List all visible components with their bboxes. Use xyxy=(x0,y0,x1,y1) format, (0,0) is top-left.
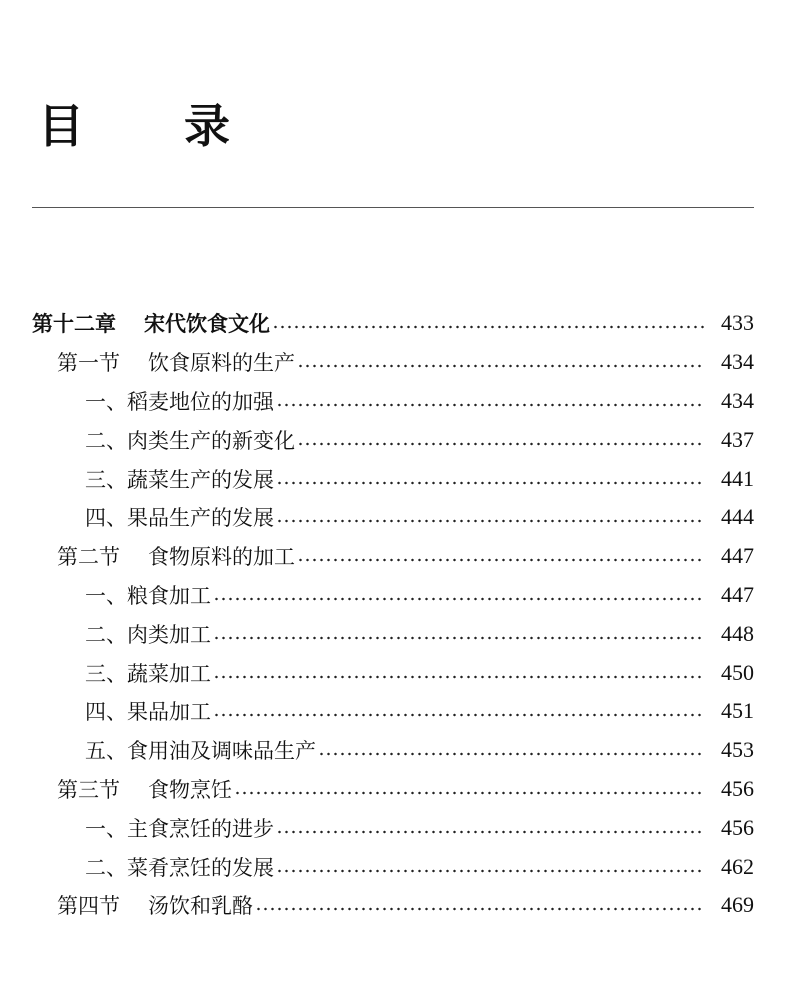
toc-entry-page: 469 xyxy=(721,892,754,918)
toc-entry-title: 宋代饮食文化 xyxy=(144,312,270,337)
dot-leader xyxy=(213,597,704,601)
dot-leader xyxy=(318,752,704,756)
toc-subsection[interactable] xyxy=(0,420,754,459)
dot-leader xyxy=(276,519,704,523)
toc-section-1[interactable] xyxy=(0,343,754,382)
toc-entry-label: 三、蔬菜加工 xyxy=(85,661,211,686)
toc-entry-page: 434 xyxy=(721,387,754,413)
toc-entry-page: 456 xyxy=(721,775,754,801)
toc-entry-label xyxy=(57,347,295,377)
toc-entry-page: 448 xyxy=(721,620,754,646)
toc-entry-page: 462 xyxy=(721,853,754,879)
toc-subsection[interactable] xyxy=(0,653,754,692)
toc-subsection[interactable] xyxy=(0,731,754,770)
toc-entry-label: 一、粮食加工 xyxy=(85,583,211,608)
toc-entry-label xyxy=(32,308,270,338)
page-title-char-1: 目 xyxy=(38,99,84,153)
toc-section-4[interactable] xyxy=(0,886,754,925)
dot-leader xyxy=(213,675,704,679)
toc-entry-number: 第一节 xyxy=(57,351,120,376)
toc-entry-page: 450 xyxy=(721,659,754,685)
dot-leader xyxy=(276,403,704,407)
toc-entry-label: 二、肉类生产的新变化 xyxy=(85,428,295,453)
toc-entry-number: 第三节 xyxy=(57,777,120,802)
toc-entry-page: 434 xyxy=(721,349,754,375)
toc-section-2[interactable] xyxy=(0,537,754,576)
toc-entry-title: 汤饮和乳酪 xyxy=(148,894,253,919)
toc-chapter-12[interactable] xyxy=(0,304,754,343)
toc-section-3[interactable] xyxy=(0,770,754,809)
toc-entry-number: 第二节 xyxy=(57,545,120,570)
dot-leader xyxy=(276,869,704,873)
toc-subsection[interactable] xyxy=(0,614,754,653)
dot-leader xyxy=(213,636,704,640)
toc-entry-label: 二、肉类加工 xyxy=(85,622,211,647)
dot-leader xyxy=(272,325,704,329)
toc-entry-page: 456 xyxy=(721,814,754,840)
toc-entry-page: 447 xyxy=(721,543,754,569)
toc-entry-label xyxy=(57,541,295,571)
dot-leader xyxy=(297,442,704,446)
toc-entry-label: 一、稻麦地位的加强 xyxy=(85,389,274,414)
page-title-char-2: 录 xyxy=(184,99,230,153)
dot-leader xyxy=(297,558,704,562)
toc-subsection[interactable] xyxy=(0,847,754,886)
toc-subsection[interactable] xyxy=(0,692,754,731)
toc-entry-label: 一、主食烹饪的进步 xyxy=(85,816,274,841)
toc-entry-title: 食物原料的加工 xyxy=(148,545,295,570)
toc-entry-page: 447 xyxy=(721,581,754,607)
toc-subsection[interactable] xyxy=(0,459,754,498)
dot-leader xyxy=(234,791,704,795)
dot-leader xyxy=(276,481,704,485)
table-of-contents xyxy=(0,304,800,925)
title-divider xyxy=(32,207,754,208)
toc-subsection[interactable] xyxy=(0,498,754,537)
toc-subsection[interactable] xyxy=(0,808,754,847)
toc-entry-page: 441 xyxy=(721,465,754,491)
toc-entry-label xyxy=(57,890,253,920)
toc-entry-page: 451 xyxy=(721,698,754,724)
toc-entry-number: 第四节 xyxy=(57,894,120,919)
toc-subsection[interactable] xyxy=(0,382,754,421)
toc-entry-page: 444 xyxy=(721,504,754,530)
toc-subsection[interactable] xyxy=(0,576,754,615)
toc-entry-number: 第十二章 xyxy=(32,312,116,337)
toc-entry-title: 食物烹饪 xyxy=(148,777,232,802)
dot-leader xyxy=(276,830,704,834)
toc-entry-page: 453 xyxy=(721,737,754,763)
toc-entry-label: 二、菜肴烹饪的发展 xyxy=(85,855,274,880)
dot-leader xyxy=(213,713,704,717)
dot-leader xyxy=(255,907,704,911)
toc-entry-label: 四、果品生产的发展 xyxy=(85,506,274,531)
toc-entry-page: 433 xyxy=(721,310,754,336)
dot-leader xyxy=(297,364,704,368)
toc-entry-label: 五、食用油及调味品生产 xyxy=(85,739,316,764)
toc-entry-page: 437 xyxy=(721,426,754,452)
toc-entry-title: 饮食原料的生产 xyxy=(148,351,295,376)
toc-entry-label: 三、蔬菜生产的发展 xyxy=(85,467,274,492)
toc-entry-label: 四、果品加工 xyxy=(85,700,211,725)
toc-entry-label xyxy=(57,774,232,804)
